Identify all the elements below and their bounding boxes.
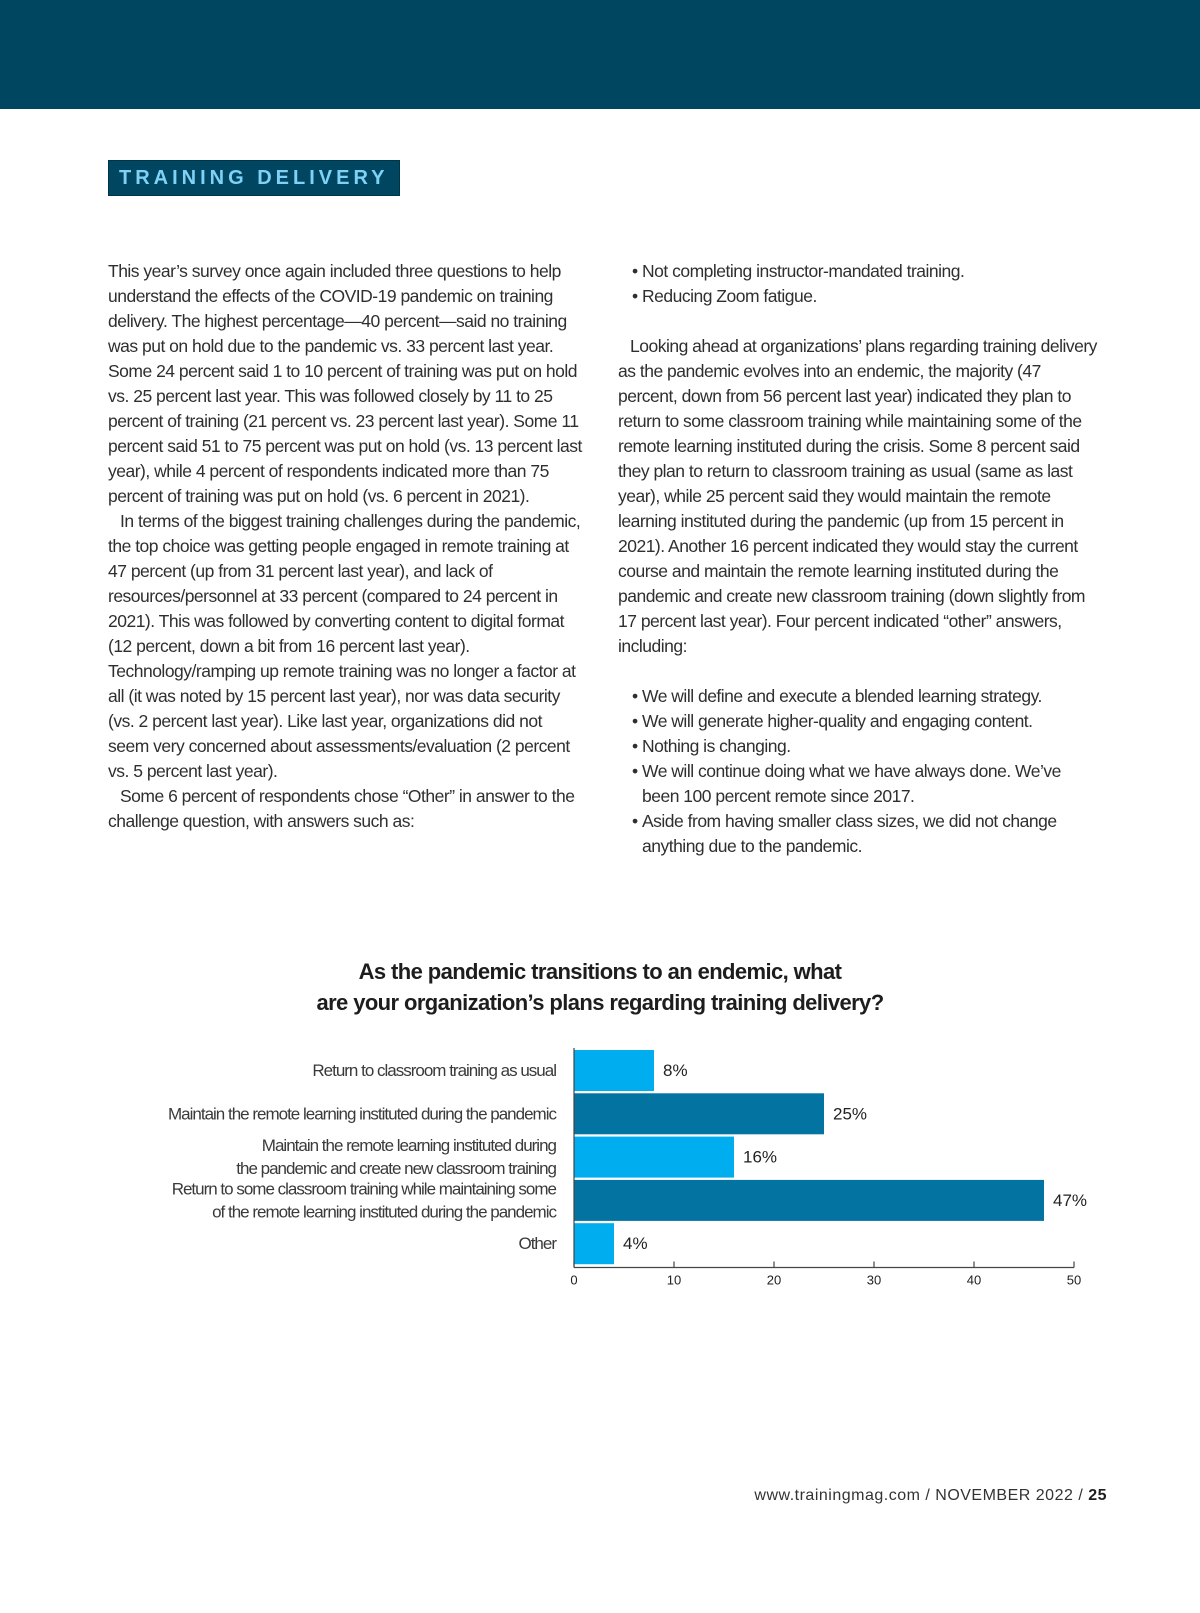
footer-url-date: www.trainingmag.com / NOVEMBER 2022 / — [754, 1487, 1089, 1504]
x-tick-label-1: 10 — [666, 1272, 682, 1288]
bar-2 — [574, 1137, 734, 1178]
list-item: • Nothing is changing. — [618, 734, 1098, 759]
left-column — [108, 259, 586, 834]
category-label-3-1: of the remote learning instituted during the pandemic — [212, 1202, 556, 1222]
category-label-1-0: Maintain the remote learning instituted during the pandemic — [168, 1104, 556, 1124]
bar-4 — [574, 1223, 614, 1264]
section-label: TRAINING DELIVERY — [108, 160, 400, 196]
left-paragraph-1: This year’s survey once again included three questions to help understand the effects of the COVID-19 pandemic on training delivery. The highest percentage—40 percent—said no training was put on hold due to the pandemic vs. 33 percent last year. Some 24 percent said 1 to 10 percent of training was put on hold vs. 25 percent last year. This was followed closely by 11 to 25 percent of training (21 percent vs. 23 percent last year). Some 11 percent said 51 to 75 percent was put on hold (vs. 13 percent last year), while 4 percent of respondents indicated more than 75 percent of training was put on hold (vs. 6 percent in 2021). — [108, 261, 582, 506]
list-item: • We will define and execute a blended learning strategy. — [618, 684, 1098, 709]
bar-0 — [574, 1050, 654, 1091]
category-label-4-0: Other — [518, 1234, 556, 1254]
data-label-3: 47% — [1053, 1190, 1088, 1210]
x-tick-label-0: 0 — [570, 1272, 578, 1288]
data-label-4: 4% — [623, 1234, 648, 1254]
bar-chart — [0, 1030, 1200, 1300]
bar-1 — [574, 1093, 824, 1134]
plans-other-list — [618, 684, 1098, 859]
list-item: • Not completing instructor-mandated training. — [618, 259, 1098, 284]
challenge-other-list — [618, 259, 1098, 309]
data-label-0: 8% — [663, 1060, 688, 1080]
list-item: • We will generate higher-quality and engaging content. — [618, 709, 1098, 734]
data-label-1: 25% — [833, 1104, 868, 1124]
left-paragraph-3: Some 6 percent of respondents chose “Other” in answer to the challenge question, with answers such as: — [108, 786, 575, 831]
left-paragraph-2: In terms of the biggest training challenges during the pandemic, the top choice was getting people engaged in remote training at 47 percent (up from 31 percent last year), and lack of resources/personnel at 33 percent (compared to 24 percent in 2021). This was followed by converting content to digital format (12 percent, down a bit from 16 percent last year). Technology/ramping up remote training was no longer a factor at all (it was noted by 15 percent last year), nor was data security (vs. 2 percent last year). Like last year, organizations did not seem very concerned about assessments/evaluation (2 percent vs. 5 percent last year). — [108, 511, 581, 781]
x-tick-label-3: 30 — [866, 1272, 882, 1288]
page-footer — [754, 1487, 1107, 1505]
category-label-0-0: Return to classroom training as usual — [312, 1060, 556, 1080]
category-label-2-0: Maintain the remote learning instituted during — [261, 1136, 556, 1156]
x-tick-label-5: 50 — [1066, 1272, 1082, 1288]
top-color-band — [0, 0, 1200, 109]
list-item: • Reducing Zoom fatigue. — [618, 284, 1098, 309]
right-paragraph-1: Looking ahead at organizations’ plans regarding training delivery as the pandemic evolves into an endemic, the majority (47 percent, down from 56 percent last year) indicated they plan to return to some classroom training while maintaining some of the remote learning instituted during the crisis. Some 8 percent said they plan to return to classroom training as usual (same as last year), while 25 percent said they would maintain the remote learning instituted during the pandemic (up from 15 percent in 2021). Another 16 percent indicated they would stay the current course and maintain the remote learning instituted during the pandemic and create new classroom training (down slightly from 17 percent last year). Four percent indicated “other” answers, including: — [618, 336, 1097, 656]
x-tick-label-4: 40 — [966, 1272, 982, 1288]
page-number: 25 — [1088, 1487, 1107, 1504]
chart-title-line-2: are your organization’s plans regarding training delivery? — [316, 990, 884, 1015]
chart-title-line-1: As the pandemic transitions to an endemic, what — [358, 959, 842, 984]
category-label-3-0: Return to some classroom training while maintaining some — [171, 1179, 556, 1199]
x-tick-label-2: 20 — [766, 1272, 782, 1288]
list-item: • Aside from having smaller class sizes, we did not change anything due to the pandemic. — [618, 809, 1098, 859]
category-label-2-1: the pandemic and create new classroom training — [236, 1159, 556, 1179]
right-column — [618, 259, 1098, 859]
data-label-2: 16% — [743, 1147, 778, 1167]
bar-3 — [574, 1180, 1044, 1221]
chart-title — [200, 956, 1000, 1018]
list-item: • We will continue doing what we have always done. We’ve been 100 percent remote since 2017. — [618, 759, 1098, 809]
